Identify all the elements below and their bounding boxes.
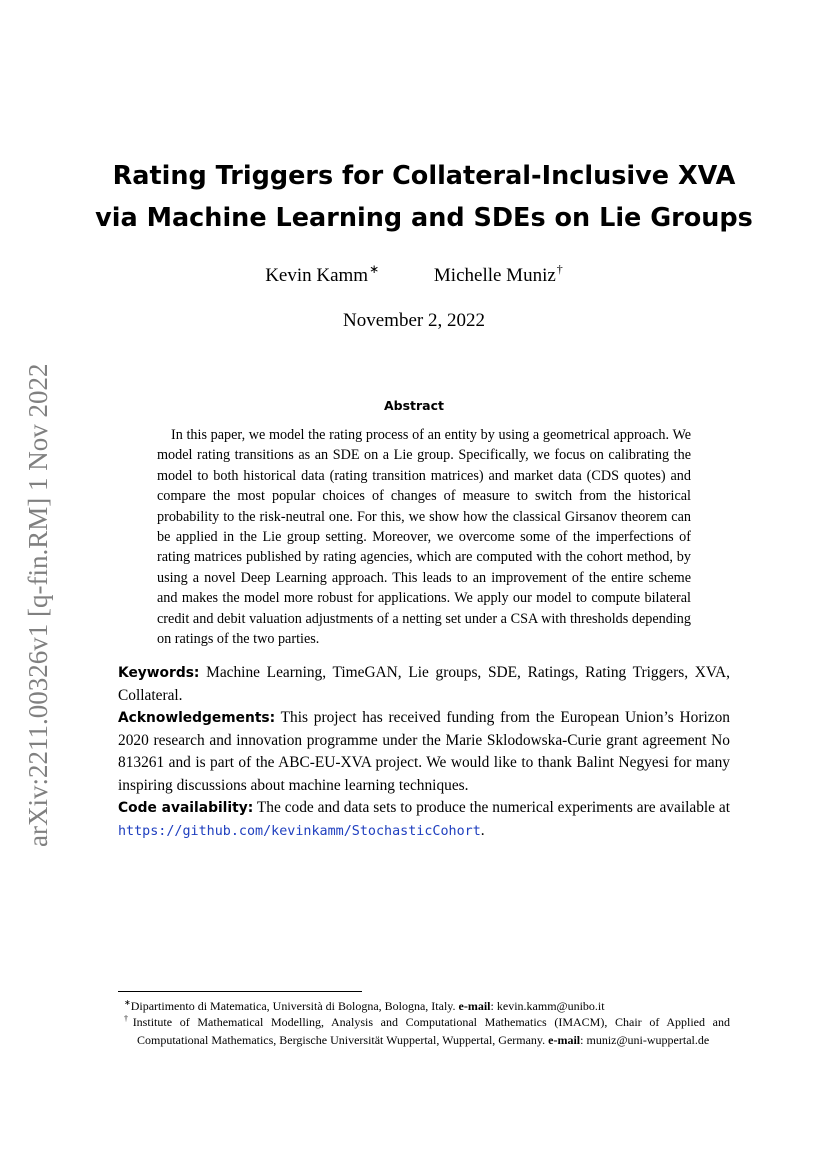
- keywords-label: Keywords:: [118, 665, 200, 681]
- arxiv-identifier-stamp: arXiv:2211.00326v1 [q-fin.RM] 1 Nov 2022: [23, 363, 53, 848]
- footnote-mark: ∗: [369, 262, 380, 276]
- keywords-text: Machine Learning, TimeGAN, Lie groups, SDE, Ratings, Rating Triggers, XVA, Collateral.: [118, 664, 730, 704]
- title-line-2: via Machine Learning and SDEs on Lie Groups: [95, 203, 753, 233]
- acknowledgements-label: Acknowledgements:: [118, 710, 276, 726]
- email-address: kevin.kamm@unibo.it: [496, 999, 605, 1013]
- author-muniz: [434, 262, 563, 287]
- email-address: muniz@uni-wuppertal.de: [586, 1032, 710, 1047]
- author-name: Michelle Muniz: [433, 265, 556, 286]
- author-kamm: [265, 262, 379, 287]
- publication-date: November 2, 2022: [343, 310, 485, 331]
- author-list: [0, 262, 828, 287]
- title-line-1: Rating Triggers for Collateral-Inclusive XVA: [112, 161, 736, 191]
- author-name: Kevin Kamm: [265, 265, 369, 286]
- abstract-heading: Abstract: [383, 398, 445, 413]
- footnote-muniz: †Institute of Mathematical Modelling, Analysis and Computational Mathematics (IMACM), Chair of Applied and Computational Mathematics, Bergische Universität Wuppertal, Wuppertal, Germany. e-mail: muniz@uni-wuppertal.de: [124, 1014, 731, 1047]
- footnote-kamm: ∗Dipartimento di Matematica, Università di Bologna, Bologna, Italy. e-mail: kevin.kamm@unibo.it: [124, 998, 605, 1013]
- footnote-text: Institute of Mathematical Modelling, Analysis and Computational Mathematics (IMACM), Chair of Applied and Computational Mathematics, Bergische Universität Wuppertal, Wuppertal, Germany.: [132, 1015, 731, 1047]
- acknowledgements-paragraph: [118, 707, 730, 797]
- sentence-end: .: [480, 821, 485, 839]
- email-label: e-mail: [548, 1032, 581, 1047]
- footnote-mark: ∗: [124, 998, 131, 1007]
- footnote-divider: [118, 991, 362, 992]
- footnote-text: Dipartimento di Matematica, Università di Bologna, Bologna, Italy.: [130, 999, 456, 1013]
- email-label: e-mail: [458, 999, 491, 1013]
- code-availability-label: Code availability:: [118, 800, 254, 816]
- code-availability-paragraph: [118, 797, 730, 843]
- footnote-mark: †: [556, 262, 563, 276]
- footnote-mark: †: [124, 1014, 133, 1023]
- abstract-body: In this paper, we model the rating process of an entity by using a geometrical approach. We model rating transitions as an SDE on a Lie group. Specifically, we focus on calibrating the model to both historical data (rating transition matrices) and market data (CDS quotes) and compare the most popular choices of changes of measure to switch from the historical probability to the risk-neutral one. For this, we show how the classical Girsanov theorem can be applied in the Lie group setting. Moreover, we overcome some of the imperfections of rating matrices published by rating agencies, which are computed with the cohort method, by using a novel Deep Learning approach. This leads to an improvement of the entire scheme and makes the model more robust for applications. We apply our model to compute bilateral credit and debit valuation adjustments of a netting set under a CSA with thresholds depending on ratings of the two parties.: [157, 427, 691, 648]
- paper-title: [90, 155, 758, 239]
- repository-link[interactable]: https://github.com/kevinkamm/StochasticCohort: [118, 823, 481, 839]
- code-availability-text: The code and data sets to produce the numerical experiments are available at: [256, 799, 731, 816]
- acknowledgements-text: This project has received funding from the European Union’s Horizon 2020 research and innovation programme under the Marie Sklodowska-Curie grant agreement No 813261 and is part of the ABC-EU-XVA project. We would like to thank Balint Negyesi for many inspiring discussions about machine learning techniques.: [118, 709, 730, 794]
- keywords-paragraph: [118, 662, 730, 707]
